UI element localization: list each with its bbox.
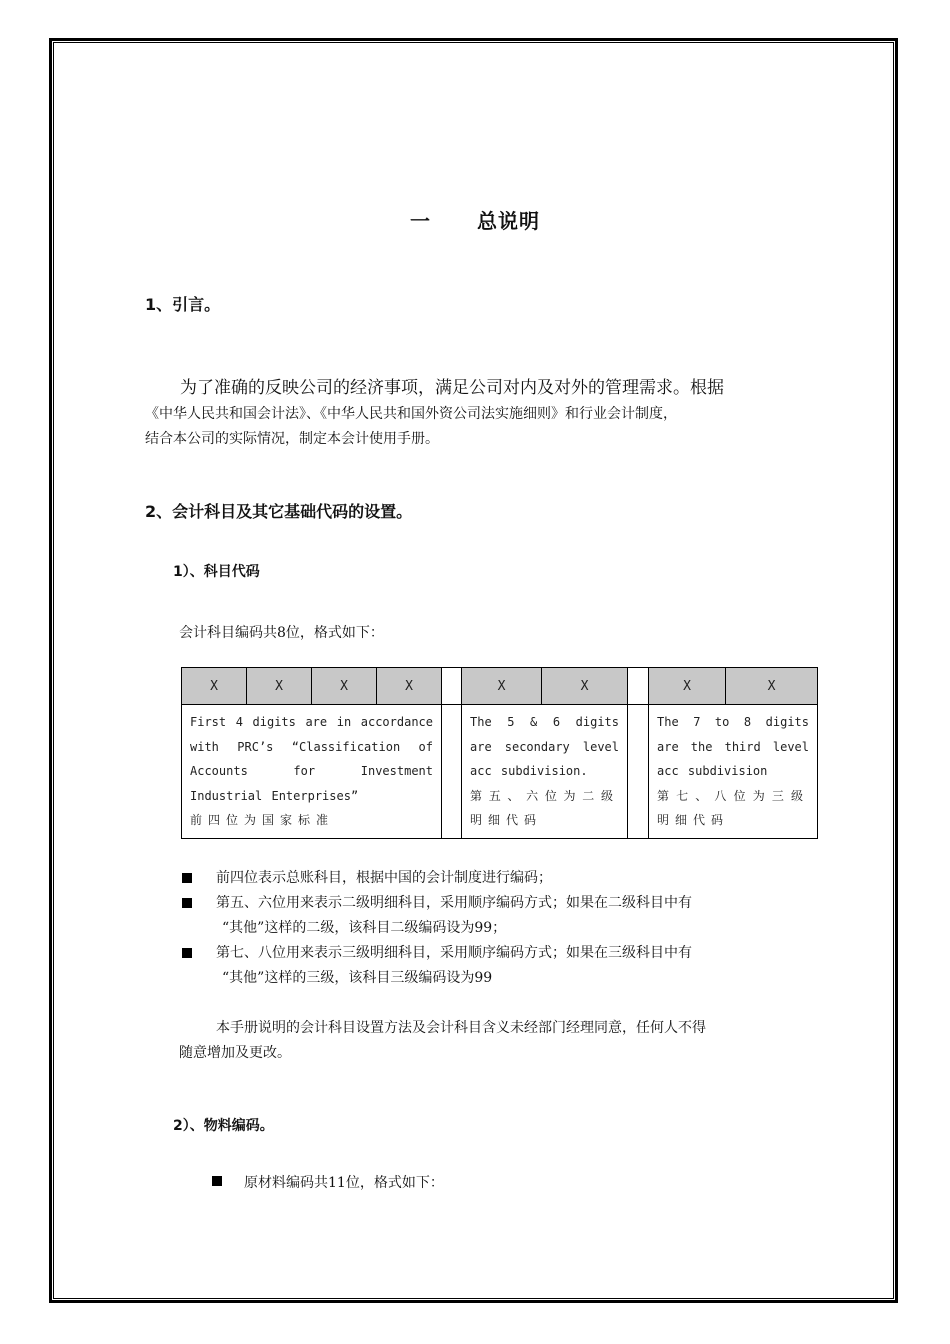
digit-cell-5: X	[462, 668, 542, 705]
bullet-text-continued: “其他”这样的二级，该科目二级编码设为99；	[222, 920, 507, 936]
bullet-text: 前四位表示总账科目，根据中国的会计制度进行编码；	[216, 870, 552, 886]
group-2-chinese: 第五、六位为二级明细代码	[470, 788, 619, 827]
section-1-paragraph	[145, 376, 815, 452]
account-code-table	[181, 667, 818, 839]
separator-cell	[628, 668, 649, 705]
note-line-2: 随意增加及更改。	[179, 1045, 291, 1061]
digit-cell-7: X	[649, 668, 726, 705]
bullet-square-icon	[182, 948, 192, 958]
table-description-row	[182, 705, 818, 839]
subsection-2-heading: 2）、物料编码。	[173, 1118, 274, 1134]
bullet-text: 原材料编码共11位，格式如下：	[244, 1175, 444, 1191]
title-text: 总说明	[477, 209, 540, 233]
digit-cell-3: X	[312, 668, 377, 705]
subsection-1-heading: 1）、科目代码	[173, 564, 260, 580]
group-2-description	[462, 705, 628, 839]
bullet-text: 第五、六位用来表示二级明细科目，采用顺序编码方式；如果在二级科目中有	[216, 895, 692, 911]
note-line-1: 本手册说明的会计科目设置方法及会计科目含义未经部门经理同意，任何人不得	[216, 1020, 706, 1036]
paragraph-line-2: 《中华人民共和国会计法》、《中华人民共和国外资公司法实施细则》和行业会计制度，	[145, 406, 677, 422]
title-number: 一	[410, 209, 431, 233]
list-item	[182, 941, 822, 991]
group-2-english: The 5 & 6 digits are secondary level acc subdivision.	[470, 715, 619, 778]
digit-cell-8: X	[726, 668, 818, 705]
bullet-square-icon	[182, 898, 192, 908]
account-code-bullet-list	[182, 866, 822, 991]
bullet-text-continued: “其他”这样的三级，该科目三级编码设为99	[222, 970, 493, 986]
section-2-heading: 2、会计科目及其它基础代码的设置。	[145, 502, 413, 521]
group-3-english: The 7 to 8 digits are the third level acc subdivision	[657, 715, 809, 778]
page-title	[0, 205, 950, 234]
separator-cell	[442, 705, 462, 839]
bullet-square-icon	[212, 1176, 222, 1186]
digit-cell-6: X	[542, 668, 628, 705]
group-3-description	[649, 705, 818, 839]
section-1-heading: 1、引言。	[145, 295, 221, 314]
group-1-english: First 4 digits are in accordance with PRC’s “Classification of Accounts for Investment Industrial Enterprises”	[190, 715, 433, 803]
list-item	[182, 866, 822, 891]
group-1-description	[182, 705, 442, 839]
table-header-row	[182, 668, 818, 705]
digit-cell-1: X	[182, 668, 247, 705]
paragraph-line-1: 为了准确的反映公司的经济事项，满足公司对内及对外的管理需求。根据	[180, 378, 724, 398]
list-item	[182, 891, 822, 941]
material-code-bullet	[212, 1171, 444, 1196]
manual-note	[179, 1016, 819, 1066]
account-code-intro: 会计科目编码共8位，格式如下：	[179, 625, 384, 641]
digit-cell-4: X	[377, 668, 442, 705]
separator-cell	[442, 668, 462, 705]
paragraph-line-3: 结合本公司的实际情况，制定本会计使用手册。	[145, 431, 439, 447]
bullet-text: 第七、八位用来表示三级明细科目，采用顺序编码方式；如果在三级科目中有	[216, 945, 692, 961]
group-1-chinese: 前四位为国家标准	[190, 813, 335, 827]
group-3-chinese: 第七、八位为三级明细代码	[657, 788, 809, 827]
separator-cell	[628, 705, 649, 839]
digit-cell-2: X	[247, 668, 312, 705]
bullet-square-icon	[182, 873, 192, 883]
